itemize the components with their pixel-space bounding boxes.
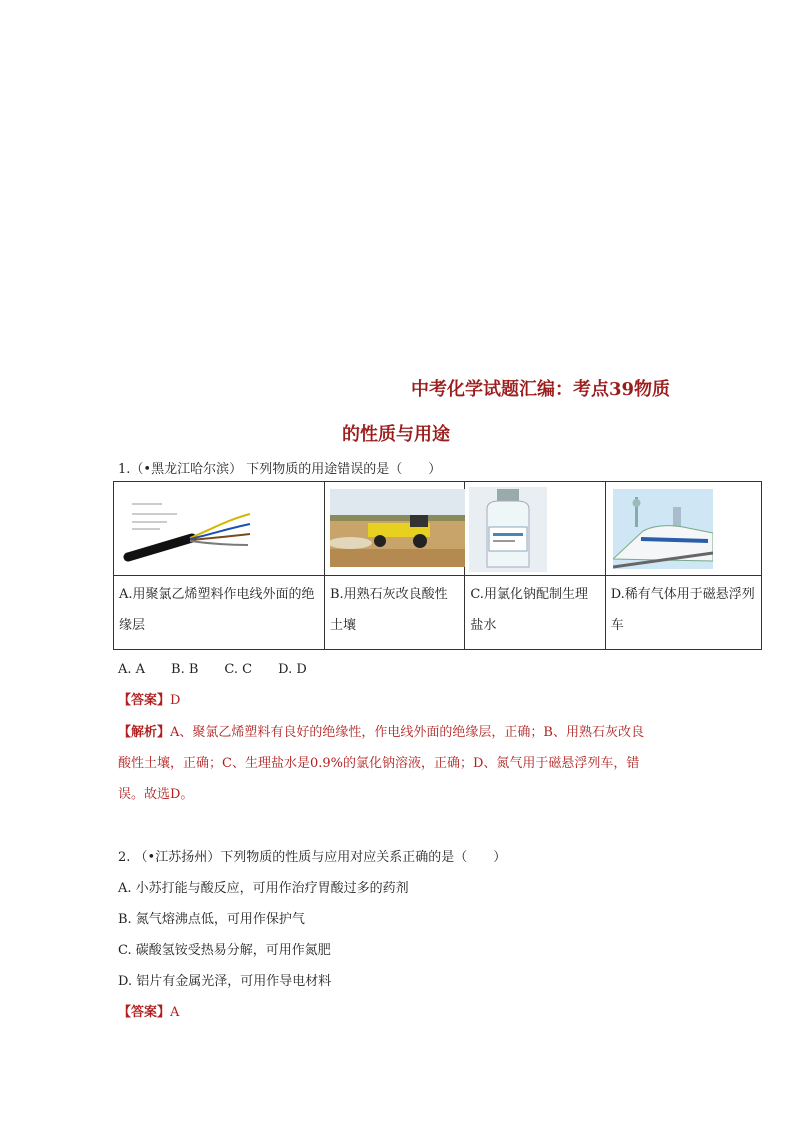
q2-option-d: D. 铝片有金属光泽，可用作导电材料: [118, 974, 332, 989]
answer-tag: 【答案】: [118, 693, 171, 708]
q2-option-a: A. 小苏打能与酸反应，可用作治疗胃酸过多的药剂: [118, 881, 409, 896]
q1-option-c-cell: C.用氯化钠配制生理盐水: [465, 576, 605, 650]
q1-options: A. A B. B C. C D. D: [118, 662, 307, 677]
answer-value: D: [170, 693, 181, 708]
q2-answer: [118, 1001, 179, 1020]
q1-option-d-cell: D.稀有气体用于磁悬浮列车: [605, 576, 761, 650]
electric-cable-image: [122, 492, 252, 567]
q1-image-cell-d: [605, 482, 761, 576]
doc-title-line1: 中考化学试题汇编：考点39物质: [411, 379, 671, 400]
q1-analysis-line1: [118, 721, 644, 740]
doc-title-line2: 的性质与用途: [342, 424, 450, 445]
analysis-text-1: A、聚氯乙烯塑料有良好的绝缘性，作电线外面的绝缘层，正确；B、用熟石灰改良: [170, 725, 644, 740]
answer-tag: 【答案】: [118, 1005, 171, 1020]
q1-stem: 1.（•黑龙江哈尔滨） 下列物质的用途错误的是（ ）: [118, 462, 442, 477]
q1-image-cell-b: [324, 482, 464, 576]
maglev-train-image: [613, 489, 713, 569]
q1-answer: [118, 689, 180, 708]
q1-option-b-cell: B.用熟石灰改良酸性土壤: [324, 576, 464, 650]
q1-image-cell-a: [114, 482, 325, 576]
q1-image-cell-c: [465, 482, 605, 576]
q1-options-table: [113, 481, 762, 650]
analysis-tag: 【解析】: [118, 725, 171, 740]
q1-option-a-cell: A.用聚氯乙烯塑料作电线外面的绝缘层: [114, 576, 325, 650]
q1-analysis-line2: 酸性土壤，正确；C、生理盐水是0.9%的氯化钠溶液，正确；D、氮气用于磁悬浮列车，错: [118, 756, 640, 771]
saline-bottle-image: [469, 487, 547, 572]
q2-option-c: C. 碳酸氢铵受热易分解，可用作氮肥: [118, 943, 331, 958]
farm-tractor-image: [330, 489, 465, 567]
q2-option-b: B. 氮气熔沸点低，可用作保护气: [118, 912, 305, 927]
answer-value: A: [170, 1005, 180, 1020]
q1-analysis-line3: 误。故选D。: [118, 787, 194, 802]
q2-stem: 2. （•江苏扬州）下列物质的性质与应用对应关系正确的是（ ）: [118, 850, 507, 865]
